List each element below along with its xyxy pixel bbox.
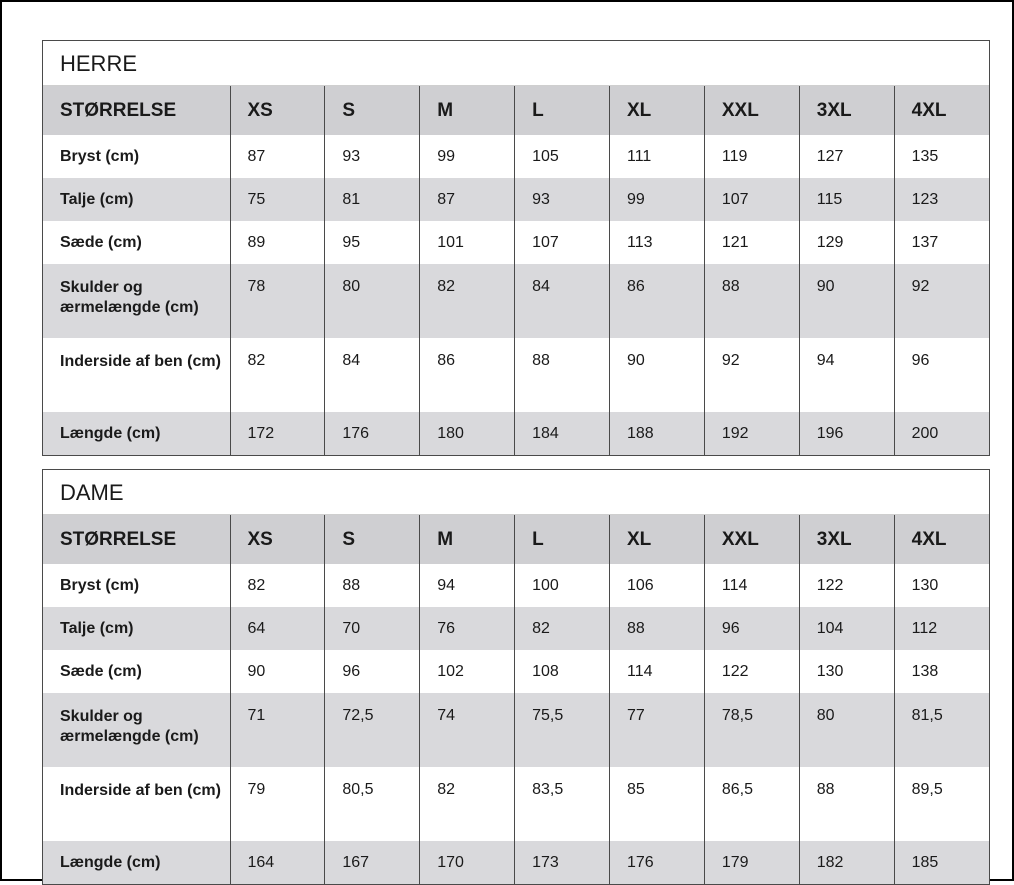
cell-value: 179 <box>704 841 799 884</box>
table-row <box>43 841 989 884</box>
cell-value: 77 <box>610 693 705 767</box>
cell-value: 74 <box>420 693 515 767</box>
cell-value: 105 <box>515 135 610 178</box>
cell-value: 119 <box>704 135 799 178</box>
size-4xl: 4XL <box>894 515 989 564</box>
row-label: Sæde (cm) <box>60 233 142 251</box>
cell-value: 86 <box>610 264 705 338</box>
cell-value: 111 <box>610 135 705 178</box>
row-label: Talje (cm) <box>43 178 230 221</box>
cell-value: 88 <box>610 607 705 650</box>
cell-value: 79 <box>230 767 325 841</box>
herre-size-chart <box>42 40 990 456</box>
row-label: Talje (cm) <box>43 607 230 650</box>
cell-value: 92 <box>704 338 799 412</box>
cell-value: 82 <box>515 607 610 650</box>
table-row <box>43 264 989 338</box>
cell-value: 76 <box>420 607 515 650</box>
cell-value: 84 <box>325 338 420 412</box>
cell-value: 113 <box>610 221 705 264</box>
cell-value: 84 <box>515 264 610 338</box>
cell-value: 85 <box>610 767 705 841</box>
cell-value: 176 <box>610 841 705 884</box>
table-row <box>43 607 989 650</box>
cell-value: 93 <box>325 135 420 178</box>
cell-value: 182 <box>799 841 894 884</box>
table-row <box>43 412 989 455</box>
dame-header-row <box>43 515 989 564</box>
cell-value: 89 <box>230 221 325 264</box>
size-3xl: 3XL <box>799 515 894 564</box>
cell-value: 95 <box>325 221 420 264</box>
size-xl: XL <box>610 515 705 564</box>
row-label: Sæde (cm) <box>60 662 142 680</box>
cell-value: 127 <box>799 135 894 178</box>
cell-value: 173 <box>515 841 610 884</box>
cell-value: 102 <box>420 650 515 693</box>
cell-value: 94 <box>420 564 515 607</box>
cell-value: 88 <box>799 767 894 841</box>
cell-value: 75 <box>230 178 325 221</box>
dame-size-table <box>43 515 989 884</box>
row-label: Inderside af ben (cm) <box>60 353 221 370</box>
cell-value: 135 <box>894 135 989 178</box>
size-4xl: 4XL <box>894 86 989 135</box>
cell-value: 164 <box>230 841 325 884</box>
cell-value: 82 <box>420 264 515 338</box>
cell-value: 83,5 <box>515 767 610 841</box>
size-m: M <box>420 515 515 564</box>
cell-value: 107 <box>515 221 610 264</box>
cell-value: 106 <box>610 564 705 607</box>
cell-value: 138 <box>894 650 989 693</box>
row-label: Inderside af ben (cm) <box>60 782 221 799</box>
size-3xl: 3XL <box>799 86 894 135</box>
cell-value: 192 <box>704 412 799 455</box>
cell-value: 78,5 <box>704 693 799 767</box>
row-label: Skulder og ærmelængde (cm) <box>43 693 230 767</box>
cell-value: 87 <box>420 178 515 221</box>
cell-value: 90 <box>230 650 325 693</box>
table-row <box>43 564 989 607</box>
size-xxl: XXL <box>704 86 799 135</box>
cell-value: 82 <box>230 564 325 607</box>
cell-value: 122 <box>704 650 799 693</box>
cell-value: 81,5 <box>894 693 989 767</box>
cell-value: 80,5 <box>325 767 420 841</box>
cell-value: 82 <box>230 338 325 412</box>
cell-value: 93 <box>515 178 610 221</box>
cell-value: 72,5 <box>325 693 420 767</box>
size-xl: XL <box>610 86 705 135</box>
cell-value: 114 <box>610 650 705 693</box>
size-s: S <box>325 86 420 135</box>
cell-value: 88 <box>515 338 610 412</box>
cell-value: 80 <box>799 693 894 767</box>
table-row <box>43 338 989 412</box>
size-l: L <box>515 515 610 564</box>
table-row <box>43 693 989 767</box>
row-label: Bryst (cm) <box>60 576 140 594</box>
cell-value: 78 <box>230 264 325 338</box>
row-label: Bryst (cm) <box>60 147 140 165</box>
cell-value: 123 <box>894 178 989 221</box>
cell-value: 121 <box>704 221 799 264</box>
cell-value: 75,5 <box>515 693 610 767</box>
row-label: Længde (cm) <box>43 841 230 884</box>
cell-value: 130 <box>894 564 989 607</box>
cell-value: 176 <box>325 412 420 455</box>
row-label: Skulder og ærmelængde (cm) <box>43 264 230 338</box>
cell-value: 96 <box>894 338 989 412</box>
herre-header-row <box>43 86 989 135</box>
size-xs: XS <box>230 86 325 135</box>
cell-value: 112 <box>894 607 989 650</box>
cell-value: 82 <box>420 767 515 841</box>
cell-value: 130 <box>799 650 894 693</box>
cell-value: 86,5 <box>704 767 799 841</box>
cell-value: 70 <box>325 607 420 650</box>
cell-value: 172 <box>230 412 325 455</box>
cell-value: 89,5 <box>894 767 989 841</box>
cell-value: 100 <box>515 564 610 607</box>
cell-value: 200 <box>894 412 989 455</box>
herre-title: HERRE <box>43 41 989 86</box>
cell-value: 184 <box>515 412 610 455</box>
cell-value: 104 <box>799 607 894 650</box>
size-xxl: XXL <box>704 515 799 564</box>
size-xs: XS <box>230 515 325 564</box>
cell-value: 64 <box>230 607 325 650</box>
size-header-label: STØRRELSE <box>43 515 230 564</box>
cell-value: 122 <box>799 564 894 607</box>
cell-value: 87 <box>230 135 325 178</box>
cell-value: 80 <box>325 264 420 338</box>
table-row <box>43 178 989 221</box>
cell-value: 90 <box>799 264 894 338</box>
table-row <box>43 767 989 841</box>
cell-value: 114 <box>704 564 799 607</box>
cell-value: 81 <box>325 178 420 221</box>
cell-value: 96 <box>704 607 799 650</box>
cell-value: 196 <box>799 412 894 455</box>
cell-value: 71 <box>230 693 325 767</box>
table-row <box>43 135 989 178</box>
cell-value: 90 <box>610 338 705 412</box>
size-s: S <box>325 515 420 564</box>
cell-value: 92 <box>894 264 989 338</box>
cell-value: 86 <box>420 338 515 412</box>
row-label: Længde (cm) <box>43 412 230 455</box>
dame-size-chart <box>42 469 990 885</box>
cell-value: 188 <box>610 412 705 455</box>
size-header-label: STØRRELSE <box>43 86 230 135</box>
cell-value: 88 <box>704 264 799 338</box>
table-row <box>43 650 989 693</box>
cell-value: 94 <box>799 338 894 412</box>
cell-value: 137 <box>894 221 989 264</box>
cell-value: 180 <box>420 412 515 455</box>
cell-value: 88 <box>325 564 420 607</box>
cell-value: 107 <box>704 178 799 221</box>
cell-value: 115 <box>799 178 894 221</box>
cell-value: 185 <box>894 841 989 884</box>
table-row <box>43 221 989 264</box>
cell-value: 99 <box>610 178 705 221</box>
cell-value: 129 <box>799 221 894 264</box>
cell-value: 167 <box>325 841 420 884</box>
cell-value: 96 <box>325 650 420 693</box>
cell-value: 101 <box>420 221 515 264</box>
size-m: M <box>420 86 515 135</box>
herre-size-table <box>43 86 989 455</box>
dame-title: DAME <box>43 470 989 515</box>
cell-value: 170 <box>420 841 515 884</box>
size-l: L <box>515 86 610 135</box>
cell-value: 108 <box>515 650 610 693</box>
cell-value: 99 <box>420 135 515 178</box>
